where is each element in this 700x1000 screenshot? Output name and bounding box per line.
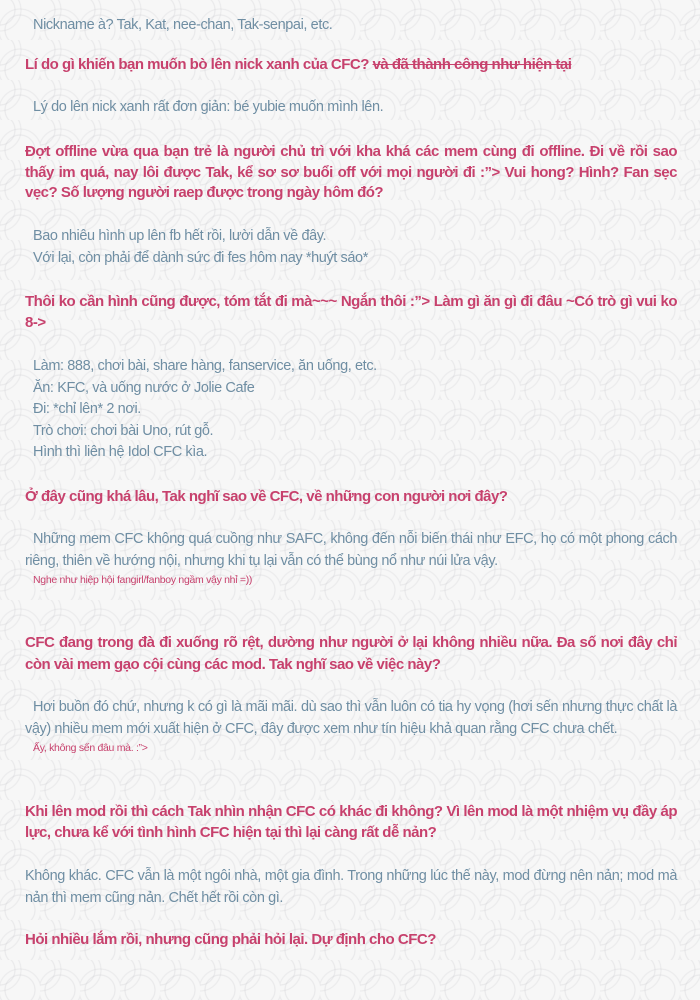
question-4: Ở đây cũng khá lâu, Tak nghĩ sao về CFC, về những con người nơi đây?: [25, 488, 508, 505]
question-5: CFC đang trong đà đi xuống rõ rệt, dường như người ở lại không nhiều nữa. Đa số nơi đây chỉ còn vài mem gạo cội cùng các mod. Tak nghĩ sao về việc này?: [25, 634, 677, 673]
answer-3: [25, 356, 677, 464]
question-6: Khi lên mod rồi thì cách Tak nhìn nhận CFC có khác đi không? Vì lên mod là một nhiệm vụ đầy áp lực, chưa kể với tình hình CFC hiện tại thì lại càng rất dễ nản?: [25, 803, 677, 841]
question-1: [25, 54, 677, 75]
answer-line: Bao nhiêu hình up lên fb hết rồi, lười dẫn về đây.: [33, 228, 327, 244]
question-3: Thôi ko cần hình cũng được, tóm tắt đi mà~~~ Ngắn thôi :”> Làm gì ăn gì đi đâu ~Có trò gì vui ko 8->: [25, 293, 677, 331]
answer-line: Với lại, còn phải để dành sức đi fes hôm nay *huýt sáo*: [33, 249, 368, 266]
question-2: Đợt offline vừa qua bạn trẻ là người chủ trì với kha khá các mem cùng đi offline. Đi về rồi sao thấy im quá, nay lôi được Tak, kể sơ sơ buổi off với mọi người đi :”> Vui hong? Hình? Fan sẹc vẹc? Số lượng người raep được trong ngày hôm đó?: [25, 143, 677, 201]
editor-note: Ấy, không sến đâu mà. :”>: [33, 742, 148, 754]
question-text: Lí do gì khiến bạn muốn bò lên nick xanh của CFC?: [25, 56, 369, 73]
answer-line: Hình thì liên hệ Idol CFC kìa.: [33, 444, 208, 460]
answer-line: Ăn: KFC, và uống nước ở Jolie Cafe: [33, 379, 255, 396]
answer-4: [25, 529, 677, 588]
answer-6: Không khác. CFC vẫn là một ngôi nhà, một gia đình. Trong những lúc thế này, mod đừng nên nản; mod mà nản thì mem cũng nản. Chết hết rồi còn gì.: [25, 868, 677, 906]
answer-2: [25, 226, 677, 269]
answer-line: Đi: *chỉ lên* 2 nơi.: [33, 401, 141, 417]
answer-line: Làm: 888, chơi bài, share hàng, fanservice, ăn uống, etc.: [33, 358, 377, 374]
answer-text: Hơi buồn đó chứ, nhưng k có gì là mãi mãi. dù sao thì vẫn luôn có tia hy vọng (hơi sến nhưng thực chất là vậy) nhiều mem mới xuất hiện ở CFC, đây được xem như tín hiệu khả quan rằng CFC chưa chết.: [25, 699, 677, 737]
answer-nickname: [25, 15, 677, 37]
answer-line: Trò chơi: chơi bài Uno, rút gỗ.: [33, 422, 214, 439]
struck-text: và đã thành công như hiện tại: [372, 56, 572, 73]
question-7: Hỏi nhiều lắm rồi, nhưng cũng phải hỏi lại. Dự định cho CFC?: [25, 931, 436, 948]
answer-line: Lý do lên nick xanh rất đơn giản: bé yubie muốn mình lên.: [33, 99, 384, 115]
answer-5: [25, 697, 677, 756]
answer-text: Những mem CFC không quá cuồng như SAFC, không đến nỗi biến thái như EFC, họ có một phong cách riêng, thiên về hướng nội, nhưng khi tụ lại vẫn có thể bùng nổ như núi lửa vậy.: [25, 531, 677, 569]
answer-1: [25, 97, 677, 119]
answer-text: Nickname à? Tak, Kat, nee-chan, Tak-senpai, etc.: [33, 17, 333, 33]
editor-note: Nghe như hiệp hội fangirl/fanboy ngầm vậy nhỉ =)): [33, 574, 253, 586]
